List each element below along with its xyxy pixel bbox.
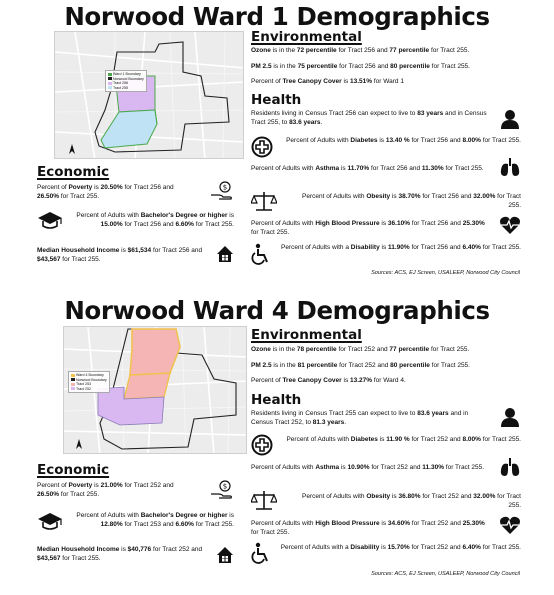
income-text: Median Household Income is $61,534 for Tract 256 and $43,567 for Tract 255. bbox=[37, 247, 203, 263]
first-aid-icon bbox=[251, 136, 273, 158]
sources-text: Sources: ACS, EJ Screen, USALEEP, Norwood City Council bbox=[371, 270, 520, 276]
blood-pressure-text: Percent of Adults with High Blood Pressure is 34.60% for Tract 252 and 25.30% for Tract 255. bbox=[251, 520, 485, 536]
ward1-map-legend bbox=[105, 70, 147, 92]
environmental-heading: Environmental bbox=[251, 327, 362, 343]
ward1-title: Norwood Ward 1 Demographics bbox=[64, 2, 490, 31]
legend-item: Tract 255 bbox=[113, 85, 129, 90]
income-text: Median Household Income is $40,776 for Tract 252 and $43,567 for Tract 255. bbox=[37, 546, 203, 562]
life-expectancy-text: Residents living in Census Tract 255 can expect to live to 83.6 years and in Census Tract 252, to 81.3 years. bbox=[251, 410, 469, 426]
lungs-icon bbox=[499, 456, 521, 478]
ward1-map-graphic bbox=[55, 32, 244, 159]
environmental-heading: Environmental bbox=[251, 29, 362, 45]
scale-icon bbox=[251, 190, 277, 212]
lungs-icon bbox=[499, 156, 521, 178]
house-icon bbox=[216, 546, 234, 564]
canopy-text: Percent of Tree Canopy Cover is 13.51% for Ward 1 bbox=[251, 78, 404, 85]
legend-item: Norwood Boundary bbox=[113, 76, 144, 81]
ward4-title: Norwood Ward 4 Demographics bbox=[64, 296, 490, 325]
first-aid-icon bbox=[251, 434, 273, 456]
diabetes-text: Percent of Adults with Diabetes is 13.40 % for Tract 256 and 8.00% for Tract 255. bbox=[286, 137, 521, 144]
money-hand-icon bbox=[210, 480, 234, 500]
heart-pulse-icon bbox=[499, 214, 521, 236]
ozone-text: Ozone is in the 78 percentile for Tract 252 and 77 percentile for Tract 255. bbox=[251, 346, 470, 353]
disability-text: Percent of Adults with a Disability is 15.70% for Tract 252 and 6.40% for Tract 255. bbox=[280, 544, 521, 551]
disability-text: Percent of Adults with a Disability is 11.90% for Tract 256 and 6.40% for Tract 255. bbox=[281, 244, 521, 251]
ward4-map bbox=[63, 326, 247, 454]
legend-item: Tract 256 bbox=[113, 81, 129, 86]
legend-item: Ward 1 Boundary bbox=[113, 72, 141, 76]
legend-item: Tract 252 bbox=[76, 386, 92, 391]
ozone-text: Ozone is in the 72 percentile for Tract 256 and 77 percentile for Tract 255. bbox=[251, 47, 470, 54]
ward4-map-legend bbox=[68, 371, 110, 393]
heart-pulse-icon bbox=[499, 514, 521, 536]
diabetes-text: Percent of Adults with Diabetes is 11.90 % for Tract 252 and 8.00% for Tract 255. bbox=[286, 436, 521, 443]
wheelchair-icon bbox=[251, 243, 271, 265]
ward1-map bbox=[54, 31, 244, 159]
user-icon bbox=[500, 109, 520, 129]
health-heading: Health bbox=[251, 92, 302, 108]
graduation-cap-icon bbox=[37, 210, 63, 230]
life-expectancy-text: Residents living in Census Tract 256 can expect to live to 83 years and in Census Tract 255, to 83.6 years. bbox=[251, 110, 487, 126]
obesity-text: Percent of Adults with Obesity is 38.70% for Tract 256 and 32.00% for Tract 255. bbox=[302, 193, 521, 209]
house-icon bbox=[216, 245, 234, 263]
graduation-cap-icon bbox=[37, 511, 63, 531]
economic-heading: Economic bbox=[37, 164, 110, 180]
scale-icon bbox=[251, 489, 277, 511]
legend-item: Ward 4 Boundary bbox=[76, 373, 104, 377]
svg-text:$: $ bbox=[222, 183, 228, 192]
poverty-text: Percent of Poverty is 21.00% for Tract 252 and 26.50% for Tract 255. bbox=[37, 482, 174, 498]
pm25-text: PM 2.5 is in the 75 percentile for Tract 256 and 80 percentile for Tract 255. bbox=[251, 63, 470, 70]
user-icon bbox=[500, 407, 520, 427]
obesity-text: Percent of Adults with Obesity is 36.80% for Tract 252 and 32.00% for Tract 255. bbox=[302, 493, 521, 509]
asthma-text: Percent of Adults with Asthma is 10.90% for Tract 252 and 11.30% for Tract 255. bbox=[251, 464, 485, 471]
legend-item: Tract 253 bbox=[76, 382, 92, 387]
svg-text:$: $ bbox=[222, 482, 228, 491]
bachelors-text: Percent of Adults with Bachelor's Degree or higher is 12.80% for Tract 253 and 6.60% for Tract 255. bbox=[76, 512, 234, 528]
health-heading: Health bbox=[251, 392, 302, 408]
asthma-text: Percent of Adults with Asthma is 11.70% for Tract 256 and 11.30% for Tract 255. bbox=[251, 165, 484, 172]
money-hand-icon bbox=[210, 181, 234, 201]
legend-item: Norwood Boundary bbox=[76, 377, 107, 382]
wheelchair-icon bbox=[251, 542, 271, 564]
poverty-text: Percent of Poverty is 20.50% for Tract 256 and 26.50% for Tract 255. bbox=[37, 184, 174, 200]
bachelors-text: Percent of Adults with Bachelor's Degree or higher is 15.00% for Tract 256 and 6.60% for Tract 255. bbox=[76, 212, 234, 228]
pm25-text: PM 2.5 is in the 81 percentile for Tract 252 and 80 percentile for Tract 255. bbox=[251, 362, 470, 369]
canopy-text: Percent of Tree Canopy Cover is 13.27% for Ward 4. bbox=[251, 377, 406, 384]
blood-pressure-text: Percent of Adults with High Blood Pressure is 36.10% for Tract 256 and 25.30% for Tract 255. bbox=[251, 220, 485, 236]
sources-text: Sources: ACS, EJ Screen, USALEEP, Norwood City Council bbox=[371, 571, 520, 577]
economic-heading: Economic bbox=[37, 462, 110, 478]
